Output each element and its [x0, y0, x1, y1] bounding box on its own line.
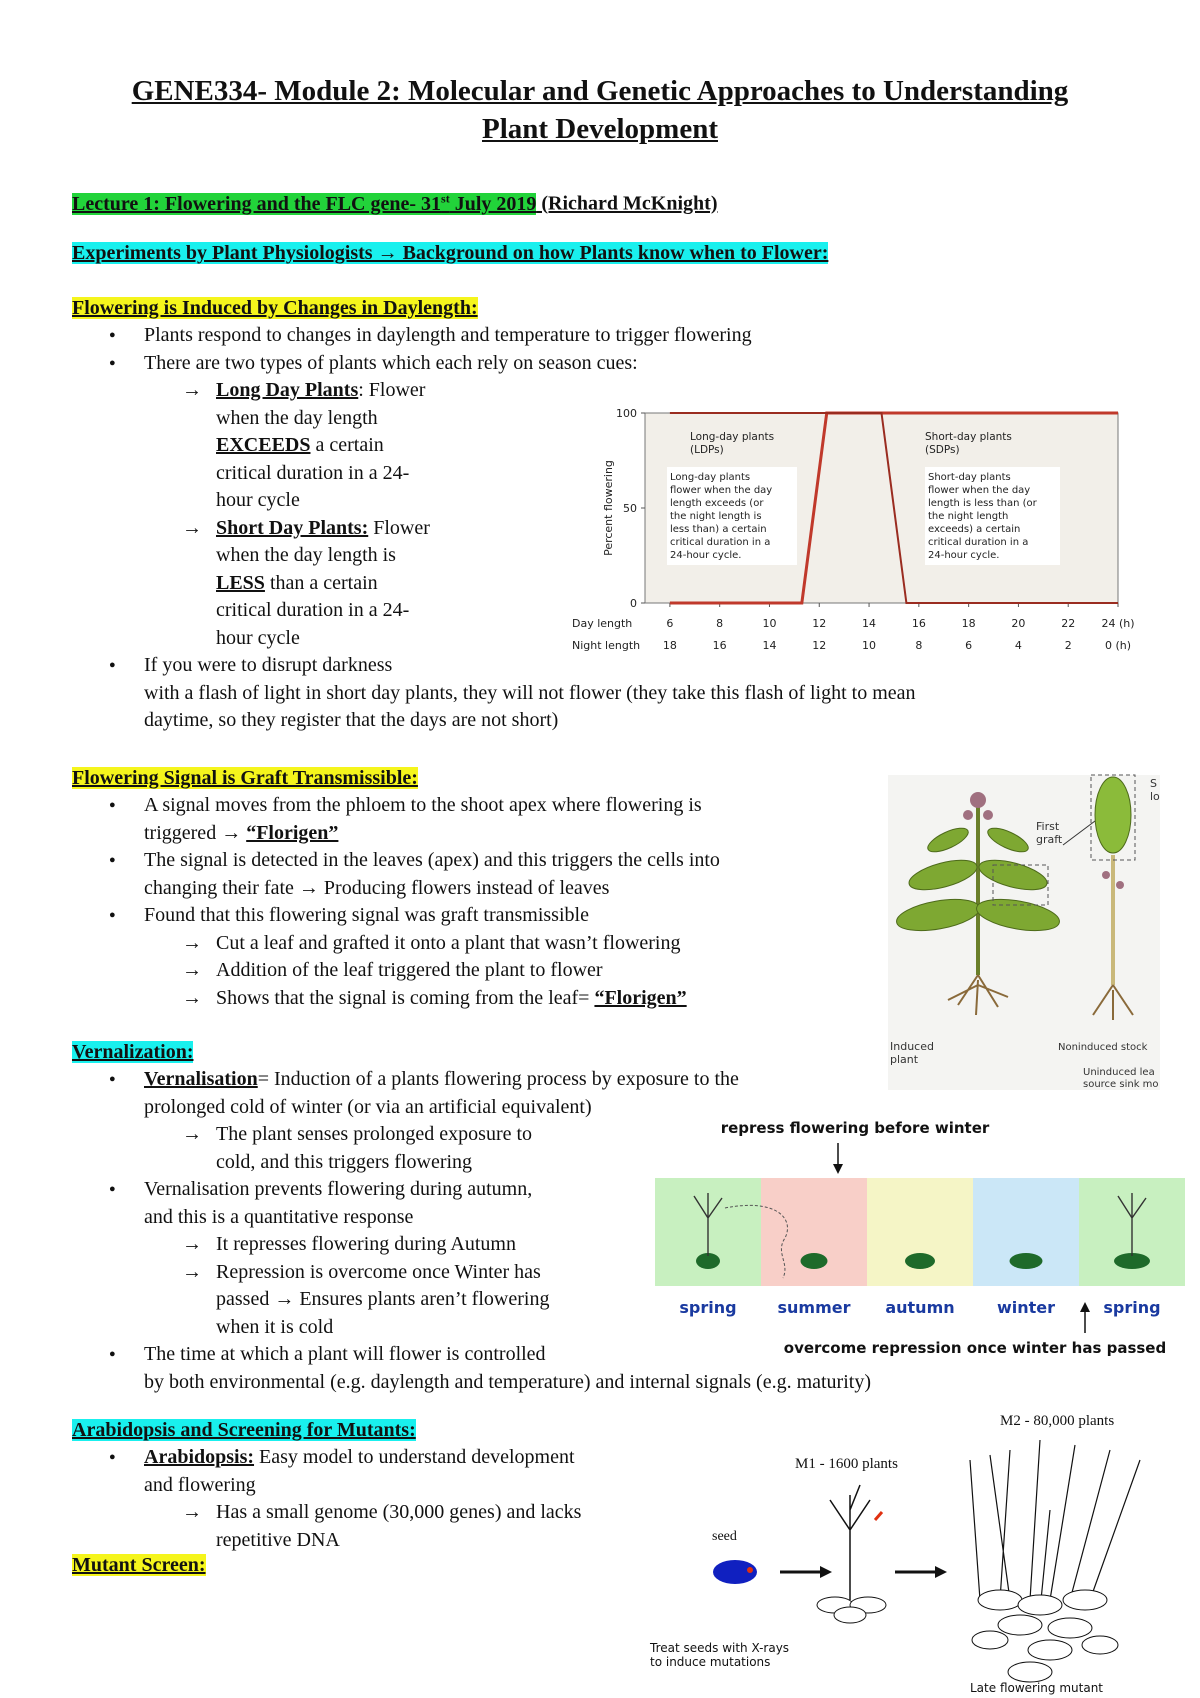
sdp-label: Short-day plants [925, 431, 1012, 443]
ldp-note-line: 24-hour cycle. [670, 550, 742, 561]
daylength-chart [570, 395, 1140, 660]
x-tick-label: 14 [862, 617, 877, 630]
down-arrow-head [833, 1164, 843, 1174]
sdp-label: (SDPs) [925, 444, 960, 456]
section-vernalization-body: ● Vernalisation= Induction of a plants flowering process by exposure to the prolonged cold of winter (or via an artificial equivalent) → The plant senses prolonged exposure to cold, and this triggers flowering ● Vernalisation prevents flowering during autumn, and this is a quantitative response → It represses flowering during Autumn → Repression is overcome once Winter has passed → Ensures plants aren’t flowering when it is cold ● The time at which a plant will flower is controlled by both environmental (e.g. daylength and temperature) and internal signals (e.g. maturity) [72, 1066, 1172, 1396]
svg-text:plant: plant [890, 1053, 919, 1066]
title-line-1: GENE334- Module 2: Molecular and Genetic Approaches to Understanding [131, 75, 1069, 107]
season-panel [761, 1178, 867, 1286]
season-label: spring [1103, 1298, 1161, 1317]
x-tick-label-night: 0 (h) [1104, 639, 1132, 652]
vernalization-figure [655, 1118, 1195, 1363]
up-arrow-head [1080, 1302, 1090, 1312]
list-item: → Has a small genome (30,000 genes) and lacks [72, 1499, 712, 1527]
rosette [905, 1253, 935, 1269]
treat-label: Treat seeds with X-rays [650, 1641, 790, 1655]
x-tick-label: 24 (h) [1101, 617, 1135, 630]
list-item: → Addition of the leaf triggered the plant to flower [72, 957, 932, 985]
lecture-title: Lecture 1: Flowering and the FLC gene- 31 [72, 192, 442, 215]
night-length-label: Night length [572, 639, 641, 652]
title-line-2: Plant Development [482, 113, 718, 145]
season-label: spring [679, 1298, 737, 1317]
list-item: ● A signal moves from the phloem to the shoot apex where flowering is [72, 792, 932, 820]
day-length-label: Day length [572, 617, 633, 630]
induced-plant-label: Induced [890, 1040, 934, 1053]
ldp-label: (LDPs) [690, 444, 724, 456]
vern-top-label: repress flowering before winter [720, 1119, 990, 1137]
y-tick-label: 0 [630, 597, 637, 610]
season-label: winter [996, 1298, 1056, 1317]
list-item: → Cut a leaf and grafted it onto a plant that wasn’t flowering [72, 930, 932, 958]
svg-text:lo: lo [1150, 790, 1160, 803]
list-item: ● If you were to disrupt darkness [72, 652, 1172, 680]
season-panel [867, 1178, 973, 1286]
section-daylength-body: ● Plants respond to changes in daylength and temperature to trigger flowering ● There are two types of plants which each rely on season cues: → Long Day Plants: Flower when the day length EXCEEDS a certain critical duration in a 24- hour cycle → Short Day Plants: Flower when the day length is LESS than a certain critical duration in a 24- hour cycle ● If you were to disrupt darkness with a flash of light in short day plants, they will not flower (they take this flash of light to mean daytime, so they register that the days are not short) [72, 322, 1172, 735]
list-item: → The plant senses prolonged exposure to [72, 1121, 1172, 1149]
uninduced-label: Uninduced lea [1083, 1067, 1155, 1078]
x-tick-label-night: 14 [762, 639, 777, 652]
x-tick-label: 18 [961, 617, 976, 630]
x-tick-label: 22 [1061, 617, 1076, 630]
lecture-sup: st [441, 191, 450, 205]
m2-label: M2 - 80,000 plants [1000, 1413, 1115, 1429]
x-tick-label: 12 [812, 617, 827, 630]
list-item: ● The time at which a plant will flower is controlled [72, 1341, 1172, 1369]
section-daylength-header: Flowering is Induced by Changes in Daylength: [72, 297, 478, 319]
sdp-term: Short Day Plants: [216, 516, 369, 539]
vern-bottom-label: overcome repression once winter has passed [783, 1339, 1167, 1357]
season-panel [973, 1178, 1079, 1286]
ldp-keyword: EXCEEDS [216, 434, 311, 456]
ldp-note-line: flower when the day [670, 485, 773, 496]
first-graft-label: First [1036, 820, 1060, 833]
lecture-date: July 2019 [449, 192, 537, 215]
sdp-note-line: the night length [928, 511, 1009, 522]
list-item: ● Vernalisation= Induction of a plants flowering process by exposure to the [72, 1066, 1172, 1094]
sdp-note-line: 24-hour cycle. [928, 550, 1000, 561]
sdp-note-line: Short-day plants [928, 472, 1011, 483]
list-item: ● Found that this flowering signal was graft transmissible [72, 902, 932, 930]
seed-label: seed [712, 1529, 737, 1544]
noninduced-label: Noninduced stock [1058, 1042, 1148, 1053]
m1-label: M1 - 1600 plants [795, 1456, 898, 1472]
x-tick-label-night: 8 [915, 639, 923, 652]
sdp-note-line: critical duration in a [928, 537, 1029, 548]
florigen-term-2: “Florigen” [594, 986, 687, 1009]
list-item: ● The signal is detected in the leaves (apex) and this triggers the cells into [72, 847, 932, 875]
season-label: autumn [885, 1298, 955, 1317]
rosette [1010, 1253, 1043, 1269]
ldp-note-line: the night length is [670, 511, 762, 522]
sdp-keyword: LESS [216, 571, 265, 594]
section-arabidopsis-body: ● Arabidopsis: Easy model to understand development and flowering → Has a small genome (30,000 genes) and lacks repetitive DNA [72, 1444, 712, 1554]
graft-figure [888, 775, 1160, 1090]
x-tick-label: 16 [911, 617, 926, 630]
x-tick-label-night: 6 [965, 639, 973, 652]
sdp-note-line: length is less than (or [928, 498, 1037, 509]
season-label: summer [777, 1298, 851, 1317]
list-item: ● Arabidopsis: Easy model to understand development [72, 1444, 712, 1472]
page-title [40, 72, 1160, 148]
sdp-note-line: flower when the day [928, 485, 1031, 496]
x-tick-label-night: 4 [1014, 639, 1022, 652]
y-tick-label: 100 [616, 407, 637, 420]
x-tick-label-night: 10 [862, 639, 877, 652]
late-mutant-label: Late flowering mutant [970, 1681, 1104, 1695]
florigen-term: “Florigen” [246, 821, 339, 844]
svg-text:source sink mo: source sink mo [1083, 1079, 1159, 1090]
mutant-screen-header: Mutant Screen: [72, 1554, 206, 1576]
svg-text:graft: graft [1036, 833, 1063, 846]
list-item: ● There are two types of plants which each rely on season cues: [72, 350, 1172, 378]
ldp-term: Long Day Plants [216, 379, 359, 401]
ldp-note-line: length exceeds (or [670, 498, 764, 509]
vernalisation-term: Vernalisation [144, 1068, 258, 1090]
y-tick-label: 50 [623, 502, 637, 515]
section-graft-body: ● A signal moves from the phloem to the shoot apex where flowering is triggered → “Florigen” ● The signal is detected in the leaves (apex) and this triggers the cells into changing their fate → Producing flowers instead of leaves ● Found that this flowering signal was graft transmissible → Cut a leaf and grafted it onto a plant that wasn’t flowering → Addition of the leaf triggered the plant to flower → Shows that the signal is coming from the leaf= “Florigen” [72, 792, 932, 1012]
x-tick-label-night: 12 [812, 639, 827, 652]
section-vernalization-header: Vernalization: [72, 1041, 194, 1063]
experiments-header: Experiments by Plant Physiologists → Background on how Plants know when to Flower: [72, 242, 829, 264]
x-tick-label: 20 [1011, 617, 1026, 630]
section-arabidopsis-header: Arabidopsis and Screening for Mutants: [72, 1419, 416, 1441]
ldp-label: Long-day plants [690, 431, 775, 443]
ldp-note-line: critical duration in a [670, 537, 771, 548]
lecture-author: (Richard McKnight) [536, 192, 718, 215]
list-item: → Short Day Plants: Flower [72, 515, 1172, 543]
arabidopsis-term: Arabidopsis: [144, 1446, 255, 1468]
x-tick-label: 6 [666, 617, 674, 630]
ldp-note-line: Long-day plants [670, 472, 751, 483]
list-item: → Repression is overcome once Winter has [72, 1259, 1172, 1287]
rosette [801, 1253, 828, 1269]
svg-text:S: S [1150, 777, 1157, 790]
y-axis-label: Percent flowering [602, 460, 615, 556]
list-item: ● Plants respond to changes in daylength and temperature to trigger flowering [72, 322, 1172, 350]
x-tick-label-night: 16 [712, 639, 727, 652]
list-item: → Shows that the signal is coming from the leaf= “Florigen” [72, 985, 932, 1013]
section-graft-header: Flowering Signal is Graft Transmissible: [72, 767, 418, 789]
lecture-header [72, 185, 717, 217]
x-tick-label-night: 18 [662, 639, 677, 652]
x-tick-label: 8 [716, 617, 724, 630]
mutant-screen-figure [650, 1400, 1200, 1698]
x-tick-label-night: 2 [1064, 639, 1072, 652]
sdp-note-line: exceeds) a certain [928, 524, 1021, 535]
x-tick-label: 10 [762, 617, 777, 630]
list-item: → It represses flowering during Autumn [72, 1231, 1172, 1259]
ldp-note-line: less than) a certain [670, 524, 767, 535]
list-item: ● Vernalisation prevents flowering during autumn, [72, 1176, 1172, 1204]
list-item: → Long Day Plants: Flower [72, 377, 1172, 405]
svg-text:to induce mutations: to induce mutations [650, 1655, 771, 1669]
